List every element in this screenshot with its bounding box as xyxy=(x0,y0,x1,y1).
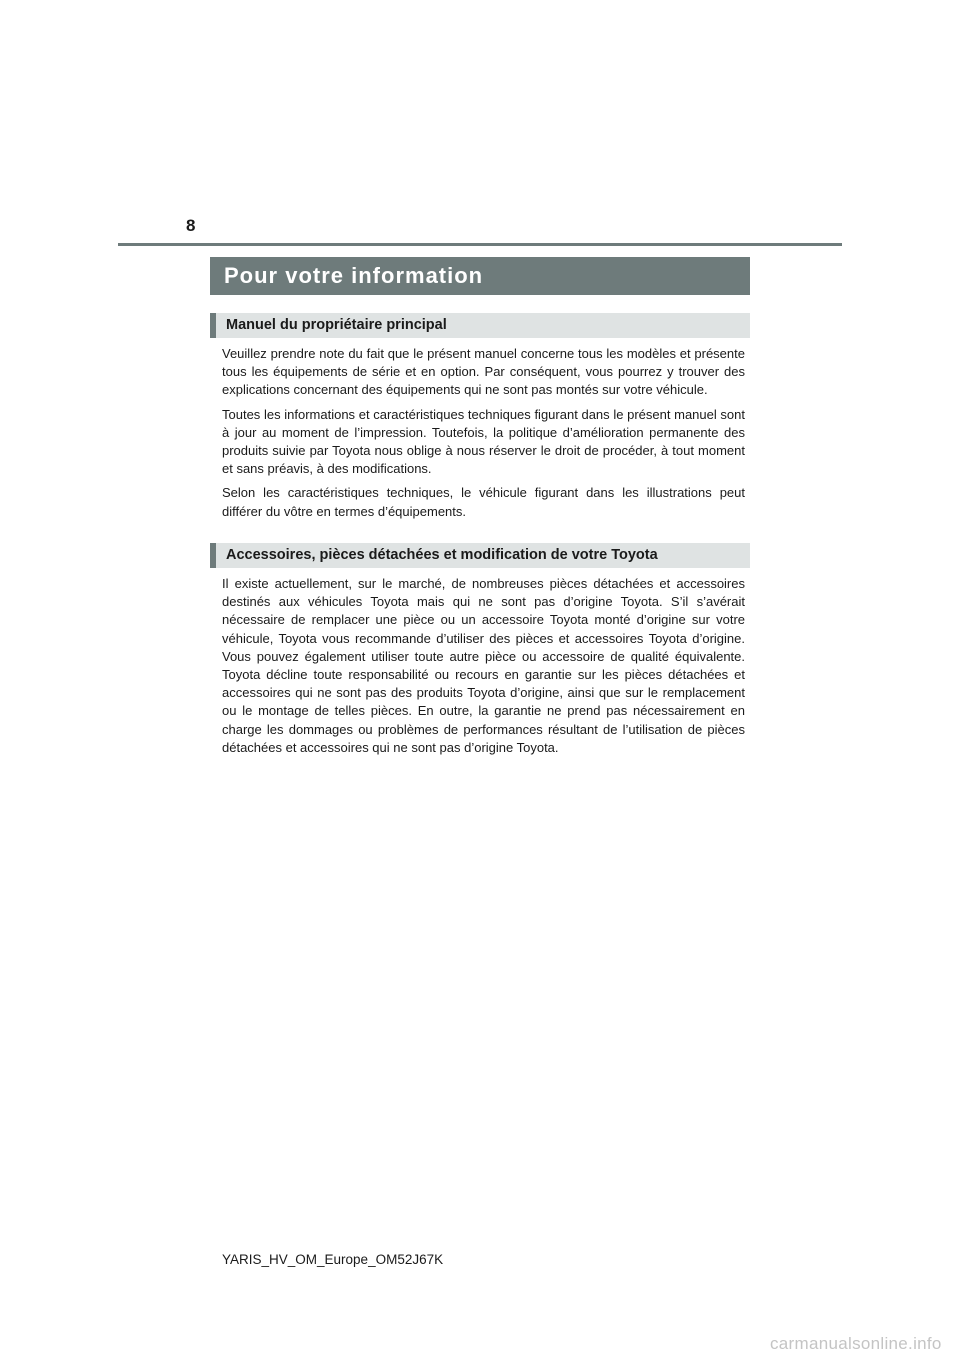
top-rule xyxy=(118,243,842,246)
section-body-owners-manual xyxy=(222,345,745,527)
page-number: 8 xyxy=(186,216,196,235)
paragraph: Toutes les informations et caractéristiques techniques figurant dans le présent manuel sont à jour au moment de l’impression. Toutefois, la politique d’amélioration permanente des produits suivie par Toyota nous oblige à nous réserver le droit de procéder, à tout moment et sans préavis, à des modifications. xyxy=(222,406,745,477)
section-heading-owners-manual: Manuel du propriétaire principal xyxy=(210,313,750,338)
watermark-text: carmanualsonline.info xyxy=(770,1334,942,1353)
paragraph: Veuillez prendre note du fait que le présent manuel concerne tous les modèles et présente tous les équipements de série et en option. Par conséquent, vous pourrez y trouver des explications concernant des équipements qui ne sont pas montés sur votre véhicule. xyxy=(222,346,745,398)
page-title: Pour votre information xyxy=(210,257,750,295)
paragraph: Selon les caractéristiques techniques, le véhicule figurant dans les illustrations peut différer du vôtre en termes d’équipements. xyxy=(222,485,745,519)
section-body-accessories xyxy=(222,575,745,763)
footer-document-code: YARIS_HV_OM_Europe_OM52J67K xyxy=(222,1252,444,1267)
paragraph: Il existe actuellement, sur le marché, de nombreuses pièces détachées et accessoires destinés aux véhicules Toyota mais qui ne sont pas d’origine Toyota. S’il s’avérait nécessaire de remplacer une pièce ou un accessoire Toyota monté d’origine sur votre véhicule, Toyota vous recommande d’utiliser des pièces et accessoires Toyota d’origine. Vous pouvez également utiliser toute autre pièce ou accessoire de qualité équivalente. Toyota décline toute responsabilité ou recours en garantie sur les pièces détachées et accessoires qui ne sont pas des produits Toyota d’origine, ainsi que sur le remplacement ou le montage de telles pièces. En outre, la garantie ne prend pas nécessairement en charge les dommages ou problèmes de performances résultant de l’utilisation de pièces détachées et accessoires qui ne sont pas d’origine Toyota. xyxy=(222,576,745,755)
section-heading-accessories: Accessoires, pièces détachées et modification de votre Toyota xyxy=(210,543,750,568)
